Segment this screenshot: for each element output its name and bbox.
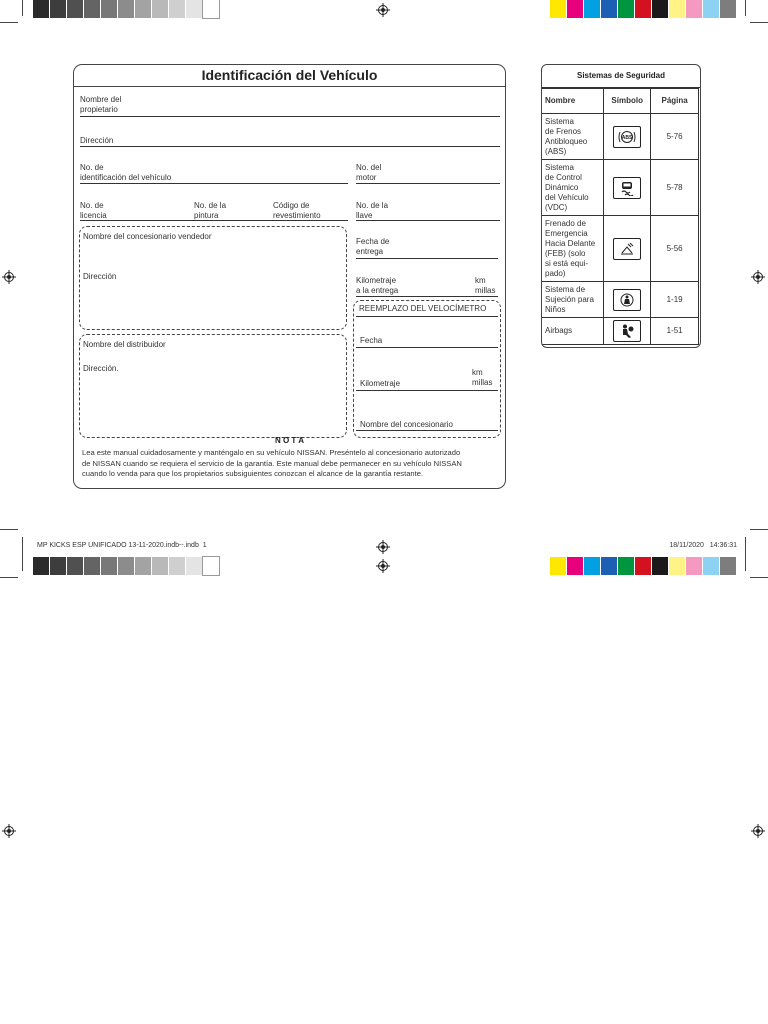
key-no-line[interactable] (356, 220, 500, 221)
color-swatch (567, 557, 583, 575)
row-page: 5-56 (651, 216, 699, 282)
speedometer-divider (356, 316, 498, 317)
color-swatch (118, 557, 134, 575)
color-swatch (669, 0, 685, 18)
table-row (542, 282, 699, 318)
registration-mark-icon (2, 824, 16, 838)
color-swatch (67, 557, 83, 575)
registration-mark-icon (751, 824, 765, 838)
row-symbol (604, 216, 651, 282)
units-label: km millas (472, 368, 493, 387)
table-row (542, 114, 699, 160)
slug-datetime: 18/11/2020 14:36:31 (669, 542, 737, 549)
color-swatch (135, 557, 151, 575)
safety-table (541, 88, 699, 345)
row-symbol (604, 282, 651, 318)
registration-mark-icon (376, 3, 390, 17)
row-name: Airbags (542, 318, 604, 345)
form-title: Identificación del Vehículo (201, 67, 378, 83)
crop-mark (22, 0, 23, 16)
color-swatch (720, 557, 736, 575)
color-swatch (84, 0, 100, 18)
airbag-icon (618, 323, 636, 339)
row-symbol (604, 160, 651, 216)
row-page: 1-51 (651, 318, 699, 345)
header-page: Página (651, 89, 699, 114)
delivery-units-label: km millas (475, 276, 496, 295)
table-row (542, 160, 699, 216)
header-symbol: Símbolo (604, 89, 651, 114)
color-swatch (584, 0, 600, 18)
owner-name-line[interactable] (80, 116, 500, 117)
trim-code-label: Código de revestimiento (273, 201, 321, 220)
color-bar-top (550, 0, 736, 18)
color-bar-bottom (550, 557, 736, 575)
table-row (542, 318, 699, 345)
vin-label: No. de identificación del vehículo (80, 163, 172, 182)
slug-file-name: MP KICKS ESP UNIFICADO 13-11-2020.indb--.indb 1 (37, 542, 207, 549)
color-swatch (50, 557, 66, 575)
crop-mark (750, 529, 768, 530)
color-swatch (635, 557, 651, 575)
color-swatch (686, 0, 702, 18)
row-page: 1-19 (651, 282, 699, 318)
note-title: N O T A (274, 436, 305, 445)
registration-mark-icon (376, 540, 390, 554)
mileage-line[interactable] (356, 390, 498, 391)
gray-scale-bar-bottom (33, 557, 219, 575)
color-swatch (203, 557, 219, 575)
color-swatch (703, 0, 719, 18)
color-swatch (550, 557, 566, 575)
feb-icon (618, 241, 636, 257)
key-no-label: No. de la llave (356, 201, 389, 220)
row-symbol (604, 114, 651, 160)
color-swatch (567, 0, 583, 18)
color-swatch (584, 557, 600, 575)
header-name: Nombre (542, 89, 604, 114)
speedometer-title: REEMPLAZO DEL VELOCÍMETRO (359, 304, 487, 313)
color-swatch (101, 0, 117, 18)
color-swatch (652, 557, 668, 575)
crop-mark (0, 529, 18, 530)
owner-name-label: Nombre del propietario (80, 95, 122, 114)
color-swatch (686, 557, 702, 575)
crop-mark (750, 577, 768, 578)
row-name: Sistema de Sujeción para Niños (542, 282, 604, 318)
title-divider (74, 86, 505, 87)
safety-systems-panel (541, 64, 701, 348)
vdc-skid-icon (618, 180, 636, 196)
color-swatch (169, 0, 185, 18)
gray-scale-bar-top (33, 0, 219, 18)
table-row (542, 216, 699, 282)
color-swatch (169, 557, 185, 575)
date-label: Fecha (360, 336, 383, 345)
color-swatch (601, 0, 617, 18)
vin-line[interactable] (80, 183, 348, 184)
color-swatch (550, 0, 566, 18)
mileage-label: Kilometraje (360, 379, 401, 388)
dealer-address-label: Dirección (83, 272, 117, 281)
license-row-line[interactable] (80, 220, 348, 221)
registration-mark-icon (376, 559, 390, 573)
safety-table-title: Sistemas de Seguridad (542, 65, 700, 88)
crop-mark (0, 22, 18, 23)
crop-mark (22, 537, 23, 571)
abs-icon (617, 129, 637, 145)
address-label: Dirección (80, 136, 114, 145)
color-swatch (152, 557, 168, 575)
delivery-date-line[interactable] (356, 258, 498, 259)
row-name: Frenado de Emergencia Hacia Delante (FEB) (solo si está equi- pado) (542, 216, 604, 282)
crop-mark (745, 0, 746, 16)
dealer-name-label: Nombre del concesionario (360, 420, 453, 429)
color-swatch (33, 557, 49, 575)
color-swatch (669, 557, 685, 575)
color-swatch (118, 0, 134, 18)
color-swatch (50, 0, 66, 18)
distributor-address-label: Dirección. (83, 364, 119, 373)
date-line[interactable] (356, 347, 498, 348)
crop-mark (750, 22, 768, 23)
color-swatch (618, 557, 634, 575)
color-swatch (135, 0, 151, 18)
row-name: Sistema de Frenos Antibloqueo (ABS) (542, 114, 604, 160)
dealer-name-line[interactable] (356, 430, 498, 431)
table-header-row (542, 89, 699, 114)
color-swatch (618, 0, 634, 18)
color-swatch (703, 557, 719, 575)
row-page: 5-76 (651, 114, 699, 160)
color-swatch (186, 0, 202, 18)
distributor-name-label: Nombre del distribuidor (83, 340, 166, 349)
row-symbol (604, 318, 651, 345)
color-swatch (652, 0, 668, 18)
license-no-label: No. de licencia (80, 201, 107, 220)
color-swatch (635, 0, 651, 18)
color-swatch (152, 0, 168, 18)
color-swatch (203, 0, 219, 18)
color-swatch (84, 557, 100, 575)
crop-mark (745, 537, 746, 571)
selling-dealer-label: Nombre del concesionario vendedor (83, 232, 212, 241)
registration-mark-icon (2, 270, 16, 284)
color-swatch (601, 557, 617, 575)
row-name: Sistema de Control Dinámico del Vehículo (VDC) (542, 160, 604, 216)
child-seat-icon (618, 292, 636, 308)
row-page: 5-78 (651, 160, 699, 216)
color-swatch (67, 0, 83, 18)
delivery-mileage-line[interactable] (356, 296, 498, 297)
svg-text:ABS: ABS (621, 134, 633, 141)
delivery-date-label: Fecha de entrega (356, 237, 390, 256)
color-swatch (186, 557, 202, 575)
registration-mark-icon (751, 270, 765, 284)
paint-no-label: No. de la pintura (194, 201, 227, 220)
color-swatch (101, 557, 117, 575)
delivery-mileage-label: Kilometraje a la entrega (356, 276, 399, 295)
note-text: Lea este manual cuidadosamente y manténgalo en su vehículo NISSAN. Preséntelo al concesionario autorizado de NISSAN cuando se requiera el servicio de la garantía. Este manual debe permanecer en su vehículo NISSAN cuando lo venda para que los propietarios subsiguientes conozcan el alcance de la garantía restante. (82, 448, 462, 478)
engine-no-label: No. del motor (356, 163, 382, 182)
color-swatch (33, 0, 49, 18)
engine-no-line[interactable] (356, 183, 500, 184)
crop-mark (0, 577, 18, 578)
address-line[interactable] (80, 146, 500, 147)
color-swatch (720, 0, 736, 18)
